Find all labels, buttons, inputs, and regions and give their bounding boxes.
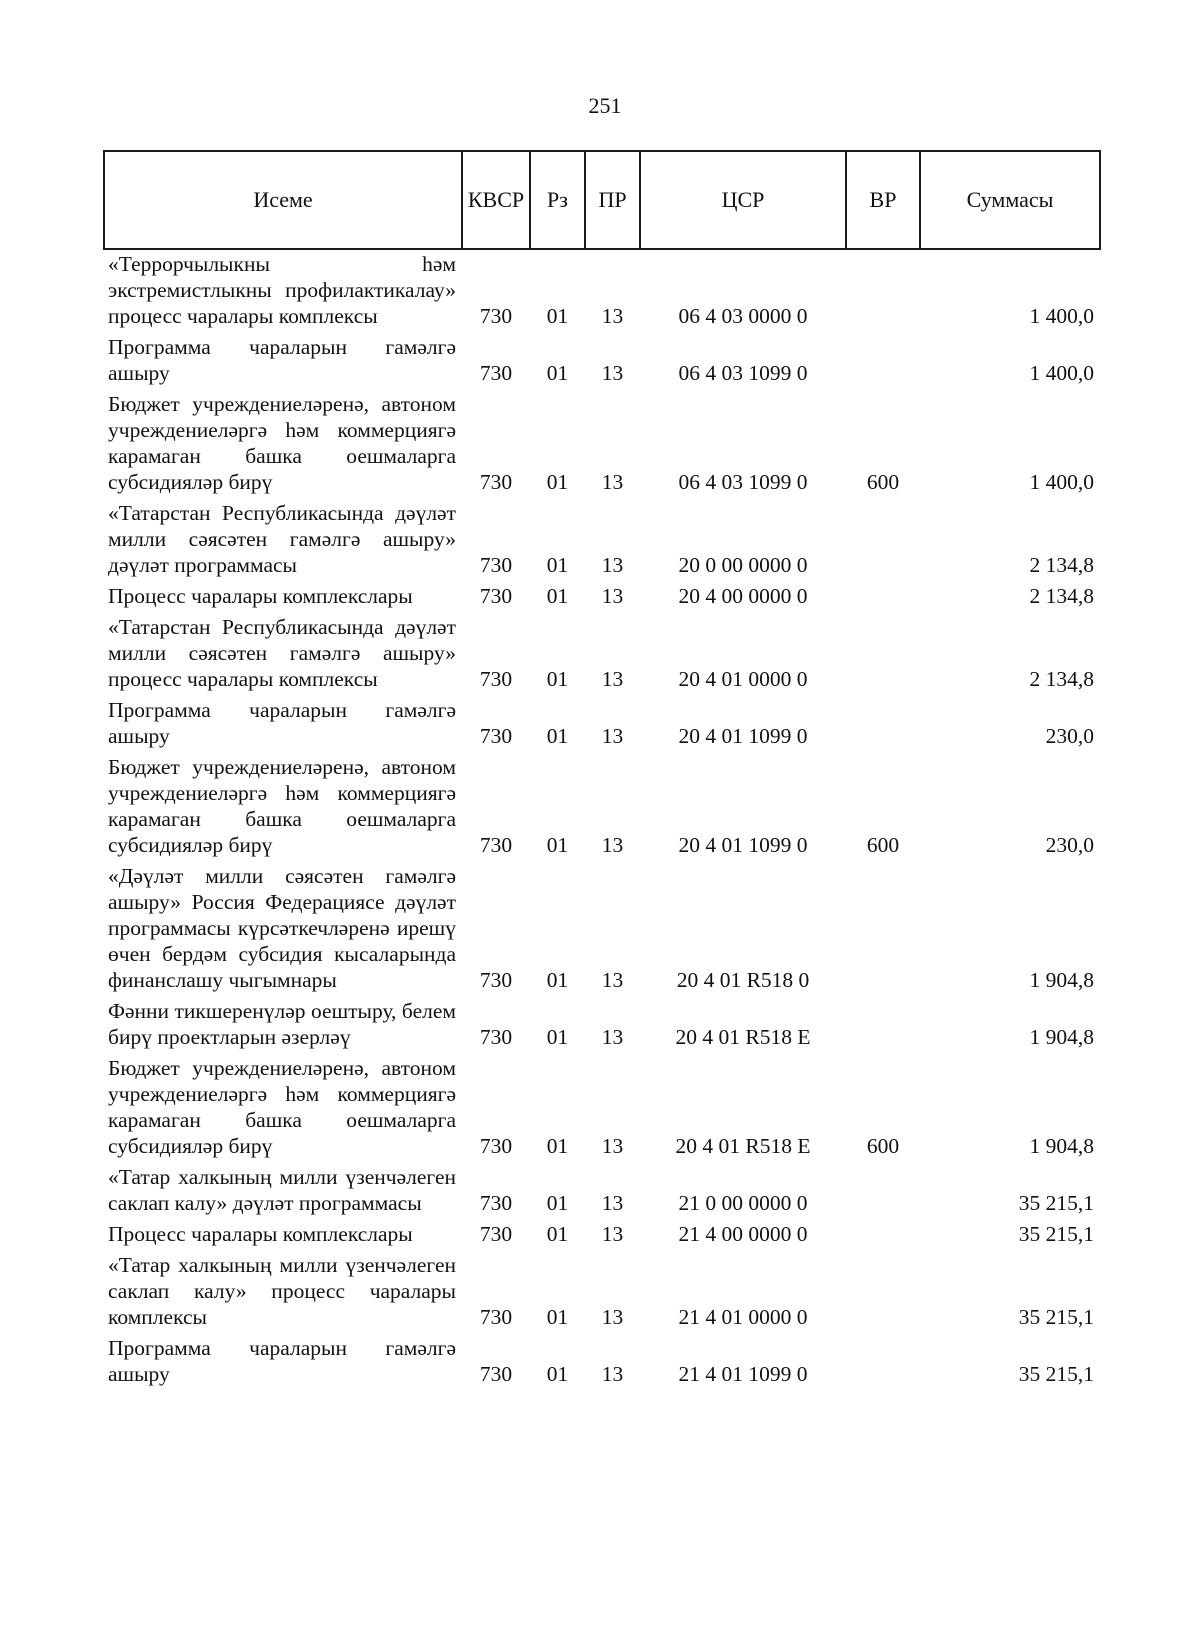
cell-sum: 1 400,0 xyxy=(1029,470,1094,494)
cell-name: «Татарстан Республикасында дәүләт милли сәясәтен гамәлгә ашыру» дәүләт программасы xyxy=(108,501,456,577)
cell-kvsr: 730 xyxy=(479,304,513,328)
cell-kvsr: 730 xyxy=(479,667,513,691)
cell-sum: 1 904,8 xyxy=(1029,1134,1094,1158)
table-row xyxy=(104,613,1100,696)
cell-kvsr: 730 xyxy=(479,1134,513,1158)
cell-kvsr: 730 xyxy=(479,1025,513,1049)
cell-vr xyxy=(846,333,920,390)
cell-pr: 13 xyxy=(601,470,624,494)
cell-sum: 230,0 xyxy=(1045,833,1094,857)
cell-sum: 35 215,1 xyxy=(1018,1362,1094,1386)
cell-rz: 01 xyxy=(546,724,569,748)
cell-rz: 01 xyxy=(546,667,569,691)
cell-rz: 01 xyxy=(546,1134,569,1158)
table-row xyxy=(104,753,1100,862)
header-vr: ВР xyxy=(846,151,920,249)
table-row xyxy=(104,333,1100,390)
cell-vr xyxy=(846,997,920,1054)
table-row xyxy=(104,1334,1100,1391)
header-pr: ПР xyxy=(585,151,640,249)
table-body xyxy=(104,249,1100,1391)
cell-vr xyxy=(846,1220,920,1251)
cell-kvsr: 730 xyxy=(479,833,513,857)
header-name: Исеме xyxy=(104,151,462,249)
cell-rz: 01 xyxy=(546,470,569,494)
table-row xyxy=(104,1163,1100,1220)
cell-name: «Татар халкының милли үзенчәлеген саклап калу» дәүләт программасы xyxy=(108,1165,456,1215)
cell-sum: 35 215,1 xyxy=(1018,1305,1094,1329)
cell-pr: 13 xyxy=(601,1191,624,1215)
cell-sum: 1 400,0 xyxy=(1029,361,1094,385)
cell-kvsr: 730 xyxy=(479,361,513,385)
cell-csr: 20 0 00 0000 0 xyxy=(678,553,808,577)
cell-kvsr: 730 xyxy=(479,1305,513,1329)
cell-rz: 01 xyxy=(546,1222,569,1246)
header-row xyxy=(104,151,1100,249)
cell-vr: 600 xyxy=(866,470,900,494)
cell-rz: 01 xyxy=(546,553,569,577)
cell-kvsr: 730 xyxy=(479,470,513,494)
table-row xyxy=(104,582,1100,613)
cell-pr: 13 xyxy=(601,1025,624,1049)
cell-sum: 230,0 xyxy=(1045,724,1094,748)
cell-name: «Дәүләт милли сәясәтен гамәлгә ашыру» Россия Федерациясе дәүләт программасы күрсәткечләренә ирешү өчен бердәм субсидия кысаларында финанслашу чыгымнары xyxy=(108,864,456,992)
header-sum: Суммасы xyxy=(920,151,1100,249)
cell-sum: 2 134,8 xyxy=(1029,667,1094,691)
cell-rz: 01 xyxy=(546,584,569,608)
cell-pr: 13 xyxy=(601,361,624,385)
cell-csr: 21 4 00 0000 0 xyxy=(678,1222,808,1246)
budget-table xyxy=(103,150,1101,1391)
table-row xyxy=(104,499,1100,582)
cell-pr: 13 xyxy=(601,724,624,748)
cell-kvsr: 730 xyxy=(479,1191,513,1215)
cell-kvsr: 730 xyxy=(479,1362,513,1386)
cell-rz: 01 xyxy=(546,1305,569,1329)
cell-rz: 01 xyxy=(546,833,569,857)
page-number: 251 xyxy=(588,93,622,118)
cell-csr: 20 4 01 1099 0 xyxy=(678,833,808,857)
cell-rz: 01 xyxy=(546,304,569,328)
header-rz: Рз xyxy=(530,151,585,249)
cell-kvsr: 730 xyxy=(479,1222,513,1246)
cell-csr: 21 0 00 0000 0 xyxy=(678,1191,808,1215)
cell-vr xyxy=(846,862,920,997)
cell-csr: 20 4 01 1099 0 xyxy=(678,724,808,748)
cell-sum: 1 904,8 xyxy=(1029,968,1094,992)
cell-csr: 06 4 03 1099 0 xyxy=(678,361,808,385)
cell-kvsr: 730 xyxy=(479,553,513,577)
cell-kvsr: 730 xyxy=(479,968,513,992)
cell-vr: 600 xyxy=(866,1134,900,1158)
cell-name: Программа чараларын гамәлгә ашыру xyxy=(108,335,456,385)
cell-pr: 13 xyxy=(601,833,624,857)
cell-name: «Татар халкының милли үзенчәлеген саклап калу» процесс чаралары комплексы xyxy=(108,1253,456,1329)
cell-vr xyxy=(846,1163,920,1220)
cell-name: Бюджет учреждениеләренә, автоном учреждениеләргә һәм коммерциягә карамаган башка оешмаларга субсидияләр бирү xyxy=(108,755,456,857)
header-kvsr: КВСР xyxy=(462,151,530,249)
table-row xyxy=(104,249,1100,333)
cell-pr: 13 xyxy=(601,968,624,992)
cell-name: Бюджет учреждениеләренә, автоном учреждениеләргә һәм коммерциягә карамаган башка оешмаларга субсидияләр бирү xyxy=(108,392,456,494)
table-row xyxy=(104,1251,1100,1334)
cell-vr: 600 xyxy=(866,833,900,857)
cell-vr xyxy=(846,1334,920,1391)
cell-name: Процесс чаралары комплекслары xyxy=(108,584,413,608)
table-row xyxy=(104,997,1100,1054)
cell-pr: 13 xyxy=(601,553,624,577)
cell-name: Программа чараларын гамәлгә ашыру xyxy=(108,1336,456,1386)
cell-pr: 13 xyxy=(601,304,624,328)
cell-sum: 1 904,8 xyxy=(1029,1025,1094,1049)
cell-vr xyxy=(846,499,920,582)
cell-csr: 20 4 01 R518 E xyxy=(675,1025,811,1049)
cell-name: Программа чараларын гамәлгә ашыру xyxy=(108,698,456,748)
cell-pr: 13 xyxy=(601,1222,624,1246)
table-row xyxy=(104,696,1100,753)
cell-pr: 13 xyxy=(601,1305,624,1329)
cell-sum: 35 215,1 xyxy=(1018,1222,1094,1246)
cell-csr: 21 4 01 0000 0 xyxy=(678,1305,808,1329)
cell-name: «Террорчылыкны һәм экстремистлыкны профилактикалау» процесс чаралары комплексы xyxy=(108,252,456,328)
table-row xyxy=(104,390,1100,499)
cell-sum: 2 134,8 xyxy=(1029,584,1094,608)
cell-rz: 01 xyxy=(546,1191,569,1215)
cell-csr: 20 4 00 0000 0 xyxy=(678,584,808,608)
cell-csr: 21 4 01 1099 0 xyxy=(678,1362,808,1386)
cell-name: Фәнни тикшеренүләр оештыру, белем бирү проектларын әзерләү xyxy=(108,999,456,1049)
cell-rz: 01 xyxy=(546,1025,569,1049)
cell-csr: 06 4 03 1099 0 xyxy=(678,470,808,494)
cell-csr: 20 4 01 R518 0 xyxy=(676,968,810,992)
cell-vr xyxy=(846,249,920,333)
cell-pr: 13 xyxy=(601,667,624,691)
table-row xyxy=(104,862,1100,997)
cell-vr xyxy=(846,696,920,753)
cell-csr: 06 4 03 0000 0 xyxy=(678,304,808,328)
cell-csr: 20 4 01 R518 E xyxy=(675,1134,811,1158)
cell-vr xyxy=(846,582,920,613)
cell-sum: 1 400,0 xyxy=(1029,304,1094,328)
cell-name: «Татарстан Республикасында дәүләт милли сәясәтен гамәлгә ашыру» процесс чаралары комплексы xyxy=(108,615,456,691)
cell-vr xyxy=(846,1251,920,1334)
cell-rz: 01 xyxy=(546,1362,569,1386)
cell-sum: 2 134,8 xyxy=(1029,553,1094,577)
cell-name: Процесс чаралары комплекслары xyxy=(108,1222,413,1246)
table-header xyxy=(104,151,1100,249)
cell-csr: 20 4 01 0000 0 xyxy=(678,667,808,691)
cell-name: Бюджет учреждениеләренә, автоном учреждениеләргә һәм коммерциягә карамаган башка оешмаларга субсидияләр бирү xyxy=(108,1056,456,1158)
cell-kvsr: 730 xyxy=(479,584,513,608)
cell-rz: 01 xyxy=(546,361,569,385)
header-csr: ЦСР xyxy=(640,151,846,249)
cell-kvsr: 730 xyxy=(479,724,513,748)
table-row xyxy=(104,1054,1100,1163)
cell-vr xyxy=(846,613,920,696)
cell-pr: 13 xyxy=(601,1134,624,1158)
cell-rz: 01 xyxy=(546,968,569,992)
cell-pr: 13 xyxy=(601,1362,624,1386)
cell-sum: 35 215,1 xyxy=(1018,1191,1094,1215)
table-row xyxy=(104,1220,1100,1251)
cell-pr: 13 xyxy=(601,584,624,608)
